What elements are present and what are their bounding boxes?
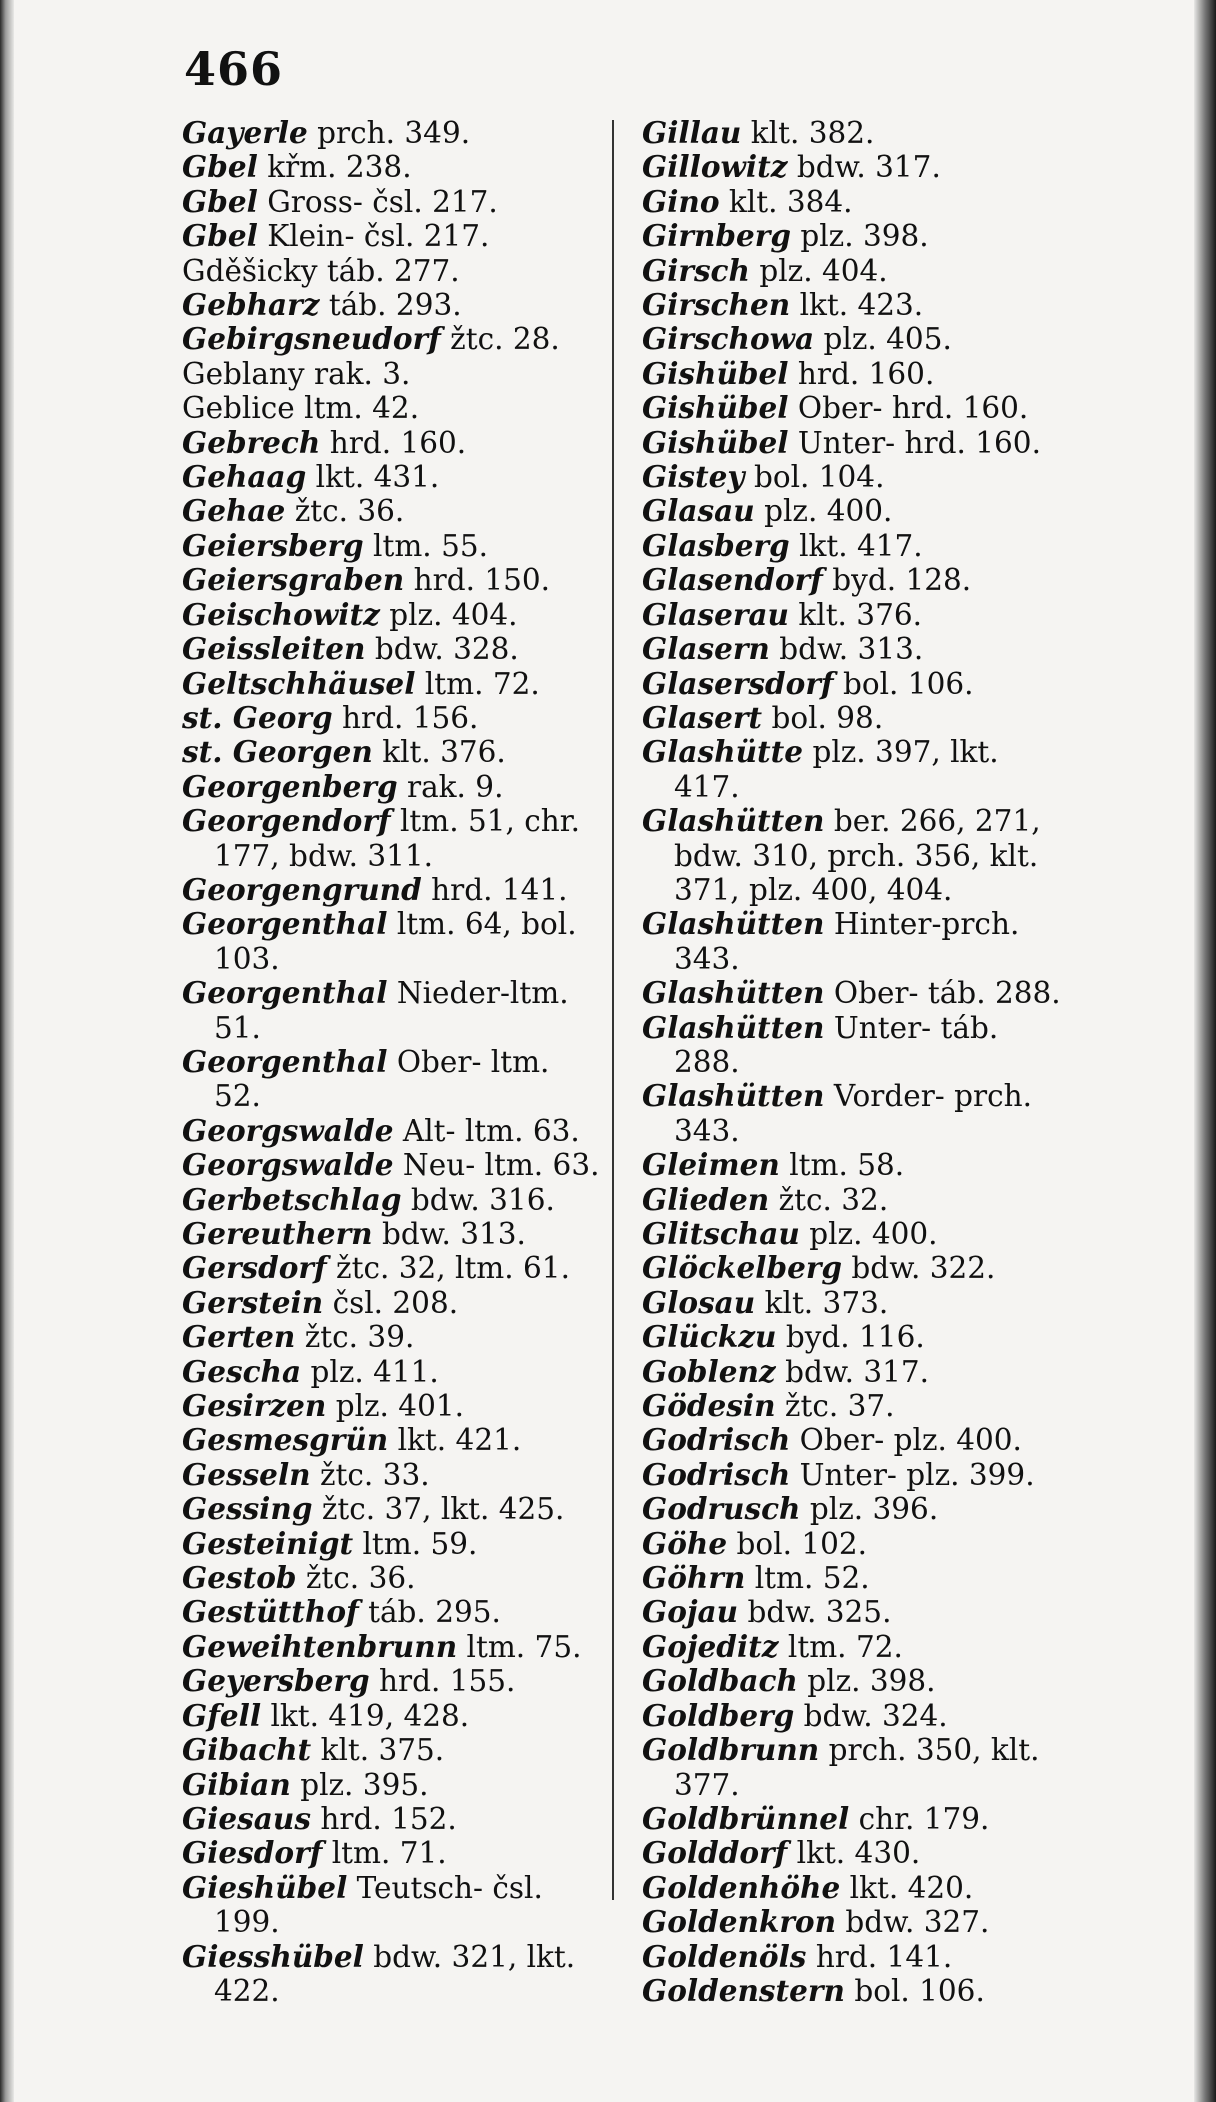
place-name: Georgenthal <box>182 906 388 942</box>
place-name: Gfell <box>182 1697 262 1733</box>
location-reference: ltm. 72. <box>424 666 540 701</box>
index-entry <box>182 701 602 735</box>
place-name: Geiersgraben <box>182 562 405 598</box>
location-reference: ltm. 72. <box>787 1629 903 1664</box>
place-name: Glasendorf <box>642 562 823 598</box>
location-reference: lkt. 423. <box>799 288 924 323</box>
index-entry <box>182 254 602 288</box>
index-entry <box>642 1355 1072 1389</box>
location-reference: žtc. 32. <box>778 1182 889 1217</box>
place-name: Goblenz <box>642 1353 776 1389</box>
index-entry <box>182 598 602 632</box>
place-name: Gistey <box>642 459 745 495</box>
location-reference: plz. 395. <box>300 1767 429 1802</box>
location-reference: lkt. 417. <box>799 528 923 563</box>
index-entry <box>182 150 602 184</box>
index-entry <box>182 219 602 253</box>
index-entry <box>642 1389 1072 1423</box>
index-entry <box>642 1286 1072 1320</box>
place-name: Gerstein <box>182 1284 324 1320</box>
location-reference: lkt. 431. <box>315 460 440 495</box>
index-entry <box>182 322 602 356</box>
index-entry <box>642 976 1072 1010</box>
index-entry <box>182 1217 602 1251</box>
index-entry <box>182 1114 602 1148</box>
location-reference: lkt. 420. <box>849 1870 974 1905</box>
index-entry <box>642 460 1072 494</box>
location-reference: ltm. 71. <box>331 1836 447 1871</box>
location-reference: prch. 350, klt. 377. <box>674 1733 1040 1802</box>
place-name: Gibian <box>182 1766 291 1802</box>
place-name: Goldbrünnel <box>642 1800 850 1836</box>
place-name: Goldbrunn <box>642 1732 820 1768</box>
place-name: Gojeditz <box>642 1628 779 1664</box>
place-name: Gesmesgrün <box>182 1422 389 1458</box>
place-name: Goldberg <box>642 1697 795 1733</box>
location-reference: žtc. 37, lkt. 425. <box>321 1492 565 1527</box>
index-entry <box>642 1940 1072 1974</box>
place-name: Glashütten <box>642 1078 825 1114</box>
location-reference: plz. 401. <box>335 1389 464 1424</box>
place-name: Gino <box>642 183 720 219</box>
location-reference: plz. 404. <box>389 597 518 632</box>
place-name: Golddorf <box>642 1835 788 1871</box>
location-reference: ltm. 64, bol. 103. <box>214 907 577 976</box>
index-entry <box>642 357 1072 391</box>
place-name: Geiersberg <box>182 527 364 563</box>
place-name: Gestütthof <box>182 1594 359 1630</box>
index-entry <box>642 1423 1072 1457</box>
index-entry <box>182 1355 602 1389</box>
index-entry <box>182 735 602 769</box>
place-name: Gbel <box>182 218 258 254</box>
location-reference: bol. 106. <box>842 666 974 701</box>
place-name: Glasert <box>642 699 763 735</box>
place-name: Girschowa <box>642 321 815 357</box>
index-entry <box>642 1595 1072 1629</box>
location-reference: Geblice ltm. 42. <box>182 391 420 426</box>
location-reference: klt. 382. <box>750 116 875 150</box>
index-entry <box>182 288 602 322</box>
place-name: Gerbetschlag <box>182 1181 402 1217</box>
index-entry <box>642 1664 1072 1698</box>
index-entry <box>182 1320 602 1354</box>
location-reference: hrd. 141. <box>431 872 568 907</box>
index-entry <box>182 1630 602 1664</box>
location-reference: bdw. 322. <box>851 1251 996 1286</box>
index-entry <box>182 1527 602 1561</box>
place-name: Glashütte <box>642 734 804 770</box>
index-entry <box>642 494 1072 528</box>
location-reference: Teutsch- čsl. 199. <box>214 1870 543 1940</box>
location-reference: táb. 295. <box>368 1595 501 1630</box>
location-reference: klt. 384. <box>728 184 853 219</box>
place-name: Göhe <box>642 1525 728 1561</box>
index-entry <box>642 1733 1072 1802</box>
location-reference: žtc. 33. <box>320 1457 430 1492</box>
place-name: Goldenkron <box>642 1904 837 1940</box>
index-entry <box>182 1871 602 1940</box>
place-name: Glashütten <box>642 1009 825 1045</box>
place-name: Giesdorf <box>182 1835 323 1871</box>
location-reference: Gděšicky táb. 277. <box>182 253 460 288</box>
index-entry <box>182 1492 602 1526</box>
place-name: Glashütten <box>642 906 825 942</box>
index-entry <box>182 357 602 391</box>
place-name: Gereuthern <box>182 1216 373 1251</box>
index-entry <box>182 1699 602 1733</box>
place-name: Göhrn <box>642 1560 746 1596</box>
place-name: Georgenberg <box>182 768 398 804</box>
place-name: Goldbach <box>642 1663 798 1699</box>
index-entry <box>642 1251 1072 1285</box>
index-entry <box>642 632 1072 666</box>
location-reference: plz. 404. <box>759 253 888 288</box>
location-reference: lkt. 430. <box>796 1836 921 1871</box>
location-reference: plz. 411. <box>310 1354 439 1389</box>
place-name: Goldenöls <box>642 1938 807 1974</box>
index-entry <box>642 1011 1072 1080</box>
index-entry <box>642 735 1072 804</box>
index-entry <box>642 1836 1072 1870</box>
index-entry <box>182 1940 602 2009</box>
place-name: Gieshübel <box>182 1869 348 1905</box>
location-reference: Gross- čsl. 217. <box>267 184 498 219</box>
place-name: Gebharz <box>182 287 320 323</box>
place-name: Gebrech <box>182 424 321 460</box>
index-entry <box>182 976 602 1045</box>
index-entry <box>642 116 1072 150</box>
index-entry <box>642 1492 1072 1526</box>
place-name: Godrisch <box>642 1456 791 1492</box>
index-entry <box>182 1286 602 1320</box>
place-name: Gibacht <box>182 1732 312 1768</box>
index-entry <box>642 1699 1072 1733</box>
place-name: Gishübel <box>642 355 789 391</box>
place-name: Glasau <box>642 493 755 529</box>
location-reference: lkt. 421. <box>397 1423 522 1458</box>
location-reference: žtc. 36. <box>305 1561 416 1596</box>
column-divider <box>612 120 614 1900</box>
index-entry <box>182 1251 602 1285</box>
location-reference: plz. 398. <box>807 1664 936 1699</box>
location-reference: plz. 398. <box>800 219 929 254</box>
place-name: Gesirzen <box>182 1388 327 1424</box>
place-name: Gehae <box>182 493 286 529</box>
index-entry <box>182 873 602 907</box>
location-reference: bol. 102. <box>736 1526 868 1561</box>
place-name: Glaserau <box>642 596 789 632</box>
location-reference: žtc. 28. <box>450 322 560 357</box>
place-name: Gestob <box>182 1560 297 1596</box>
index-entry <box>182 1664 602 1698</box>
place-name: Gayerle <box>182 115 308 150</box>
index-entry <box>642 907 1072 976</box>
place-name: Gescha <box>182 1353 302 1389</box>
page-edge-left <box>0 0 14 2102</box>
index-column-right <box>642 116 1072 2008</box>
place-name: Georgendorf <box>182 803 391 839</box>
index-entry <box>182 1458 602 1492</box>
location-reference: bol. 104. <box>753 460 885 495</box>
location-reference: bdw. 328. <box>374 632 519 667</box>
index-entry <box>182 1148 602 1182</box>
location-reference: Neu- ltm. 63. <box>402 1148 600 1183</box>
index-entry <box>642 185 1072 219</box>
location-reference: klt. 376. <box>798 597 922 632</box>
location-reference: Hinter-prch. 343. <box>674 907 1020 976</box>
location-reference: plz. 400. <box>809 1217 938 1251</box>
location-reference: chr. 179. <box>858 1801 990 1836</box>
index-entry <box>642 804 1072 907</box>
index-entry <box>642 1527 1072 1561</box>
index-entry <box>642 1630 1072 1664</box>
location-reference: Geblany rak. 3. <box>182 356 411 391</box>
location-reference: bdw. 313. <box>381 1217 526 1251</box>
location-reference: plz. 400. <box>764 494 893 529</box>
location-reference: bdw. 317. <box>796 150 941 185</box>
index-entry <box>642 391 1072 425</box>
index-entry <box>182 529 602 563</box>
location-reference: hrd. 156. <box>341 700 479 735</box>
index-entry <box>642 1871 1072 1905</box>
location-reference: ltm. 55. <box>373 528 488 563</box>
place-name: Gehaag <box>182 459 307 495</box>
location-reference: Vorder- prch. 343. <box>674 1079 1033 1148</box>
index-entry <box>182 1045 602 1114</box>
location-reference: lkt. 419, 428. <box>270 1698 470 1733</box>
place-name: Glosau <box>642 1284 756 1320</box>
page-number: 466 <box>184 42 284 96</box>
location-reference: hrd. 141. <box>815 1939 953 1974</box>
location-reference: klt. 373. <box>764 1285 889 1320</box>
index-entry <box>182 1423 602 1457</box>
place-name: Girschen <box>642 287 791 323</box>
location-reference: táb. 293. <box>328 288 462 323</box>
place-name: Gillau <box>642 115 742 150</box>
place-name: Gishübel <box>642 424 789 460</box>
page-edge-right <box>1194 0 1216 2102</box>
index-entry <box>642 1458 1072 1492</box>
index-entry <box>642 1802 1072 1836</box>
place-name: st. Georgen <box>182 734 373 770</box>
place-name: Gerten <box>182 1319 296 1355</box>
index-entry <box>642 1561 1072 1595</box>
index-entry <box>182 426 602 460</box>
index-entry <box>642 701 1072 735</box>
place-name: Godrusch <box>642 1491 801 1527</box>
place-name: Gleimen <box>642 1147 780 1183</box>
place-name: st. Georg <box>182 699 333 735</box>
place-name: Glöckelberg <box>642 1250 843 1286</box>
location-reference: byd. 116. <box>785 1320 925 1355</box>
location-reference: ltm. 52. <box>754 1561 870 1596</box>
location-reference: bdw. 317. <box>785 1354 930 1389</box>
index-entry <box>182 804 602 873</box>
location-reference: žtc. 39. <box>304 1320 415 1355</box>
place-name: Gebirgsneudorf <box>182 321 441 357</box>
place-name: Georgenthal <box>182 1043 388 1079</box>
place-name: Geltschhäusel <box>182 665 416 701</box>
index-entry <box>182 632 602 666</box>
place-name: Glückzu <box>642 1319 777 1355</box>
index-entry <box>182 1836 602 1870</box>
location-reference: Ober- táb. 288. <box>833 976 1061 1011</box>
place-name: Godrisch <box>642 1422 791 1458</box>
place-name: Gojau <box>642 1594 739 1630</box>
index-entry <box>182 494 602 528</box>
index-column-left <box>182 116 602 2008</box>
place-name: Gesseln <box>182 1456 311 1492</box>
location-reference: žtc. 36. <box>294 494 405 529</box>
location-reference: hrd. 160. <box>797 356 935 391</box>
location-reference: bdw. 327. <box>845 1905 990 1940</box>
location-reference: Unter- táb. 288. <box>674 1010 999 1079</box>
place-name: Gbel <box>182 149 258 185</box>
index-entry <box>182 116 602 150</box>
location-reference: byd. 128. <box>832 563 972 598</box>
index-entry <box>182 770 602 804</box>
location-reference: bol. 98. <box>771 700 884 735</box>
index-entry <box>182 1733 602 1767</box>
location-reference: bdw. 313. <box>779 632 924 667</box>
index-entry <box>182 1802 602 1836</box>
location-reference: prch. 349. <box>317 116 471 150</box>
index-entry <box>642 219 1072 253</box>
place-name: Georgswalde <box>182 1147 394 1183</box>
location-reference: čsl. 208. <box>332 1285 459 1320</box>
index-entry <box>642 1148 1072 1182</box>
location-reference: Ober- hrd. 160. <box>797 391 1029 426</box>
place-name: Glasern <box>642 631 770 667</box>
location-reference: Ober- plz. 400. <box>799 1423 1022 1458</box>
location-reference: bdw. 321, lkt. 422. <box>214 1939 576 2008</box>
location-reference: hrd. 150. <box>413 563 551 598</box>
place-name: Gersdorf <box>182 1250 327 1286</box>
place-name: Giesshübel <box>182 1938 364 1974</box>
place-name: Girsch <box>642 252 750 288</box>
location-reference: žtc. 32, ltm. 61. <box>336 1251 570 1286</box>
index-entry <box>182 185 602 219</box>
location-reference: hrd. 155. <box>378 1664 516 1699</box>
place-name: Geischowitz <box>182 596 380 632</box>
index-entry <box>182 1768 602 1802</box>
place-name: Gessing <box>182 1491 313 1527</box>
location-reference: hrd. 152. <box>320 1801 457 1836</box>
location-reference: ber. 266, 271, bdw. 310, prch. 356, klt. 371, plz. 400, 404. <box>674 804 1041 907</box>
location-reference: klt. 375. <box>320 1733 445 1768</box>
place-name: Georgengrund <box>182 871 422 907</box>
place-name: Glashütten <box>642 975 825 1011</box>
location-reference: klt. 376. <box>382 735 506 770</box>
index-entry <box>642 529 1072 563</box>
location-reference: bdw. 324. <box>803 1698 948 1733</box>
index-entry <box>182 667 602 701</box>
location-reference: Alt- ltm. 63. <box>402 1113 580 1148</box>
place-name: Geyersberg <box>182 1663 370 1699</box>
location-reference: bdw. 325. <box>747 1595 892 1630</box>
index-entry <box>182 563 602 597</box>
index-entry <box>642 667 1072 701</box>
place-name: Gillowitz <box>642 149 788 185</box>
index-entry <box>182 1561 602 1595</box>
location-reference: ltm. 59. <box>362 1526 478 1561</box>
place-name: Glasersdorf <box>642 665 834 701</box>
place-name: Goldenhöhe <box>642 1869 841 1905</box>
index-entry <box>642 1183 1072 1217</box>
place-name: Gishübel <box>642 390 789 426</box>
index-entry <box>642 426 1072 460</box>
place-name: Georgenthal <box>182 975 388 1011</box>
location-reference: plz. 396. <box>809 1492 939 1527</box>
index-entry <box>642 288 1072 322</box>
location-reference: rak. 9. <box>406 769 504 804</box>
index-entry <box>642 150 1072 184</box>
place-name: Gödesin <box>642 1388 776 1424</box>
place-name: Glitschau <box>642 1216 800 1251</box>
place-name: Glashütten <box>642 803 825 839</box>
index-entry <box>642 1974 1072 2008</box>
index-entry <box>182 460 602 494</box>
index-entry <box>182 1389 602 1423</box>
index-entry <box>182 907 602 976</box>
index-entry <box>642 563 1072 597</box>
place-name: Glieden <box>642 1181 770 1217</box>
location-reference: plz. 405. <box>823 322 952 357</box>
location-reference: Unter- hrd. 160. <box>797 425 1041 460</box>
index-entry <box>642 322 1072 356</box>
place-name: Gbel <box>182 183 258 219</box>
place-name: Geissleiten <box>182 631 366 667</box>
place-name: Georgswalde <box>182 1112 394 1148</box>
location-reference: Klein- čsl. 217. <box>267 219 490 254</box>
index-entry <box>642 1217 1072 1251</box>
location-reference: ltm. 51, chr. 177, bdw. 311. <box>214 804 581 873</box>
location-reference: žtc. 37. <box>784 1389 895 1424</box>
location-reference: hrd. 160. <box>329 425 467 460</box>
location-reference: plz. 397, lkt. 417. <box>674 735 999 804</box>
place-name: Glasberg <box>642 527 790 563</box>
index-entry <box>642 1320 1072 1354</box>
location-reference: křm. 238. <box>267 150 412 185</box>
index-entry <box>182 391 602 425</box>
place-name: Gesteinigt <box>182 1525 354 1561</box>
location-reference: Ober- ltm. 52. <box>214 1044 550 1114</box>
location-reference: Unter- plz. 399. <box>799 1457 1035 1492</box>
index-entry <box>642 1079 1072 1148</box>
place-name: Goldenstern <box>642 1972 845 2008</box>
location-reference: ltm. 75. <box>466 1629 582 1664</box>
index-entry <box>182 1595 602 1629</box>
location-reference: Nieder-ltm. 51. <box>214 976 569 1045</box>
index-entry <box>642 254 1072 288</box>
place-name: Giesaus <box>182 1800 311 1836</box>
index-entry <box>642 1905 1072 1939</box>
index-entry <box>182 1183 602 1217</box>
location-reference: ltm. 58. <box>789 1148 905 1183</box>
place-name: Girnberg <box>642 218 791 254</box>
place-name: Geweihtenbrunn <box>182 1628 458 1664</box>
index-entry <box>642 598 1072 632</box>
location-reference: bdw. 316. <box>410 1182 555 1217</box>
location-reference: bol. 106. <box>854 1973 985 2008</box>
